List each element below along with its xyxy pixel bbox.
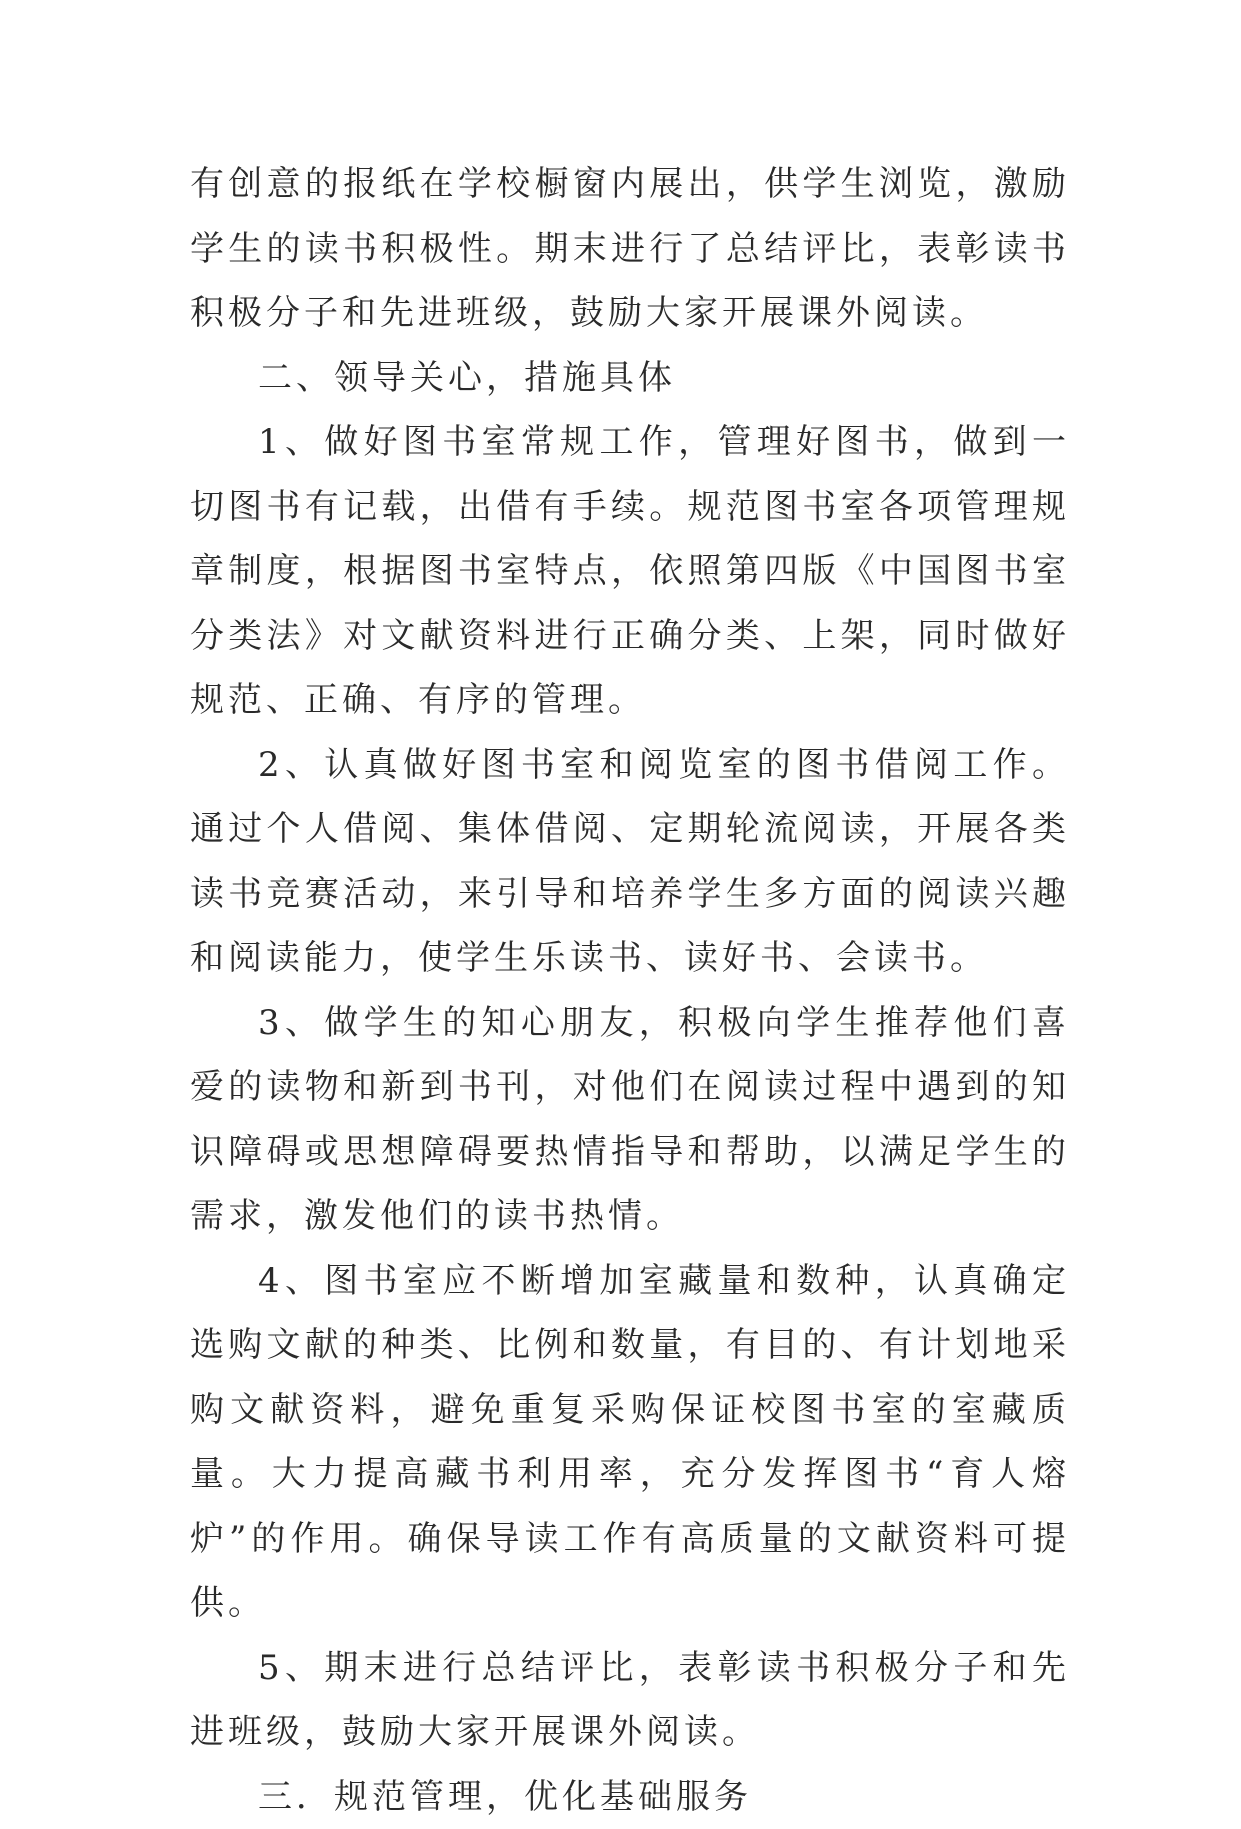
document-body: [190, 152, 1070, 1829]
paragraph-item-4: 4、图书室应不断增加室藏量和数种，认真确定选购文献的种类、比例和数量，有目的、有计划地采购文献资料，避免重复采购保证校图书室的室藏质量。大力提高藏书利用率，充分发挥图书“育人熔炉”的作用。确保导读工作有高质量的文献资料可提供。: [190, 1249, 1070, 1636]
section-heading-2: 二、领导关心，措施具体: [190, 346, 1070, 411]
paragraph-item-2: 2、认真做好图书室和阅览室的图书借阅工作。通过个人借阅、集体借阅、定期轮流阅读，开展各类读书竞赛活动，来引导和培养学生多方面的阅读兴趣和阅读能力，使学生乐读书、读好书、会读书。: [190, 733, 1070, 991]
paragraph-item-3: 3、做学生的知心朋友，积极向学生推荐他们喜爱的读物和新到书刊，对他们在阅读过程中遇到的知识障碍或思想障碍要热情指导和帮助，以满足学生的需求，激发他们的读书热情。: [190, 991, 1070, 1249]
paragraph-continuation: 有创意的报纸在学校橱窗内展出，供学生浏览，激励学生的读书积极性。期末进行了总结评比，表彰读书积极分子和先进班级，鼓励大家开展课外阅读。: [190, 152, 1070, 346]
paragraph-item-1: 1、做好图书室常规工作，管理好图书，做到一切图书有记载，出借有手续。规范图书室各项管理规章制度，根据图书室特点，依照第四版《中国图书室分类法》对文献资料进行正确分类、上架，同时做好规范、正确、有序的管理。: [190, 410, 1070, 733]
section-heading-3: 三．规范管理，优化基础服务: [190, 1765, 1070, 1829]
paragraph-item-5: 5、期末进行总结评比，表彰读书积极分子和先进班级，鼓励大家开展课外阅读。: [190, 1636, 1070, 1765]
